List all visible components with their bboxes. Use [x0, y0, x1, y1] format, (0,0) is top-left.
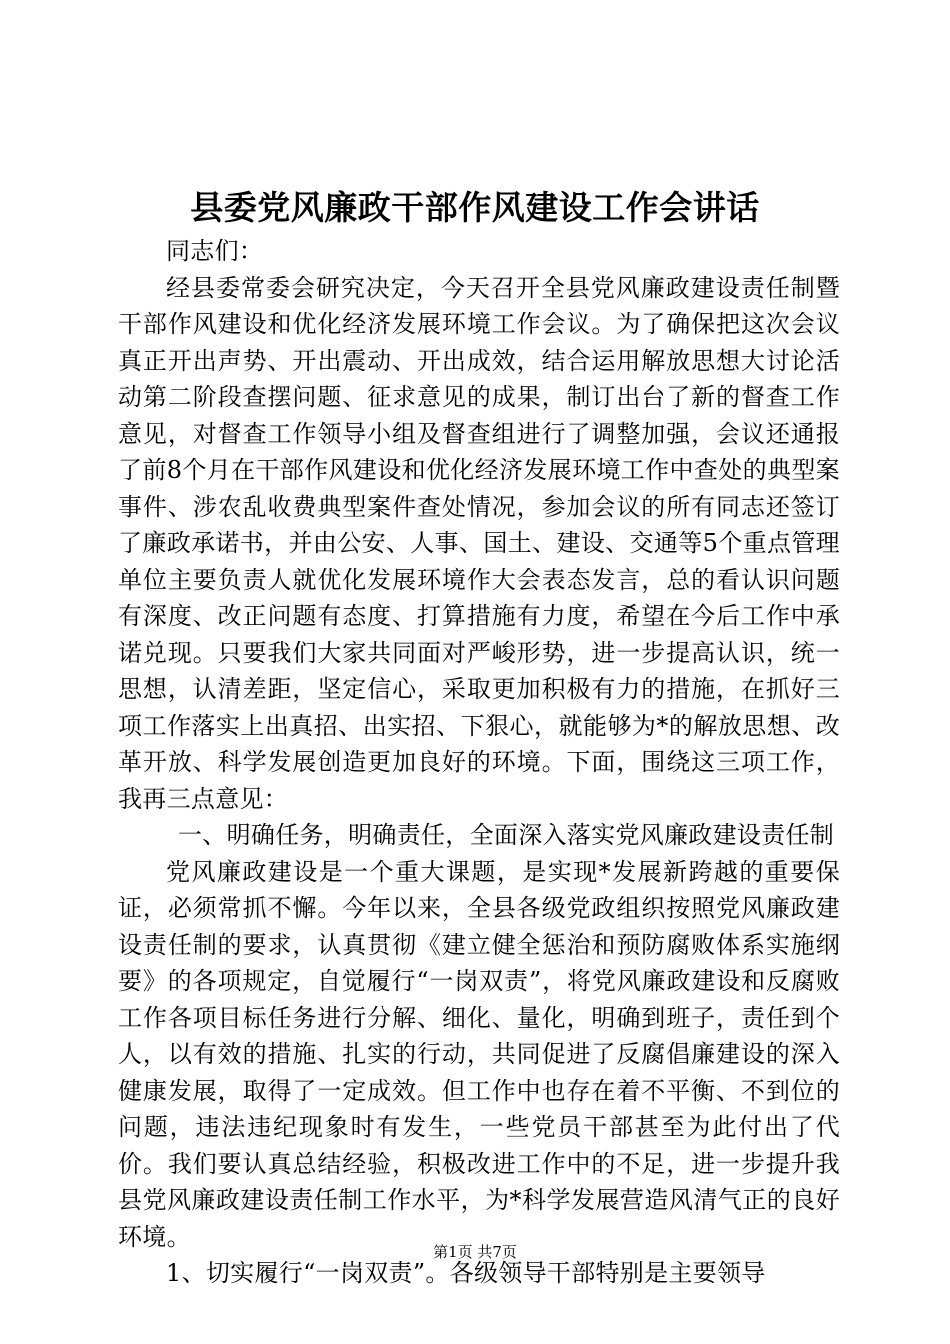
body-paragraph: 党风廉政建设是一个重大课题，是实现*发展新跨越的重要保证，必须常抓不懈。今年以来，全县各级党政组织按照党风廉政建设责任制的要求，认真贯彻《建立健全惩治和预防腐败体系实施纲要》的各项规定，自觉履行“一岗双责”，将党风廉政建设和反腐败工作各项目标任务进行分解、细化、量化，明确到班子，责任到个人，以有效的措施、扎实的行动，共同促进了反腐倡廉建设的深入健康发展，取得了一定成效。但工作中也存在着不平衡、不到位的问题，违法违纪现象时有发生，一些党员干部甚至为此付出了代价。我们要认真总结经验，积极改进工作中的不足，进一步提升我县党风廉政建设责任制工作水平，为*科学发展营造风清气正的良好环境。 — [118, 857, 840, 1251]
body-paragraph: 1、切实履行“一岗双责”。各级领导干部特别是主要领导 — [166, 1259, 766, 1287]
salutation: 同志们： — [166, 237, 264, 265]
section-heading: 一、明确任务，明确责任，全面深入落实党风廉政建设责任制 — [178, 821, 835, 849]
document-title: 县委党风廉政干部作风建设工作会讲话 — [190, 188, 760, 227]
page-footer: 第1页 共7页 — [433, 1243, 517, 1261]
document-body — [118, 233, 840, 1292]
body-paragraph: 经县委常委会研究决定，今天召开全县党风廉政建设责任制暨干部作风建设和优化经济发展环境工作会议。为了确保把这次会议真正开出声势、开出震动、开出成效，结合运用解放思想大讨论活动第二阶段查摆问题、征求意见的成果，制订出台了新的督查工作意见，对督查工作领导小组及督查组进行了调整加强，会议还通报了前8个月在干部作风建设和优化经济发展环境工作中查处的典型案事件、涉农乱收费典型案件查处情况，参加会议的所有同志还签订了廉政承诺书，并由公安、人事、国土、建设、交通等5个重点管理单位主要负责人就优化发展环境作大会表态发言，总的看认识问题有深度、改正问题有态度、打算措施有力度，希望在今后工作中承诺兑现。只要我们大家共同面对严峻形势，进一步提高认识，统一思想，认清差距，坚定信心，采取更加积极有力的措施，在抓好三项工作落实上出真招、出实招、下狠心，就能够为*的解放思想、改革开放、科学发展创造更加良好的环境。下面，围绕这三项工作，我再三点意见： — [118, 273, 840, 813]
